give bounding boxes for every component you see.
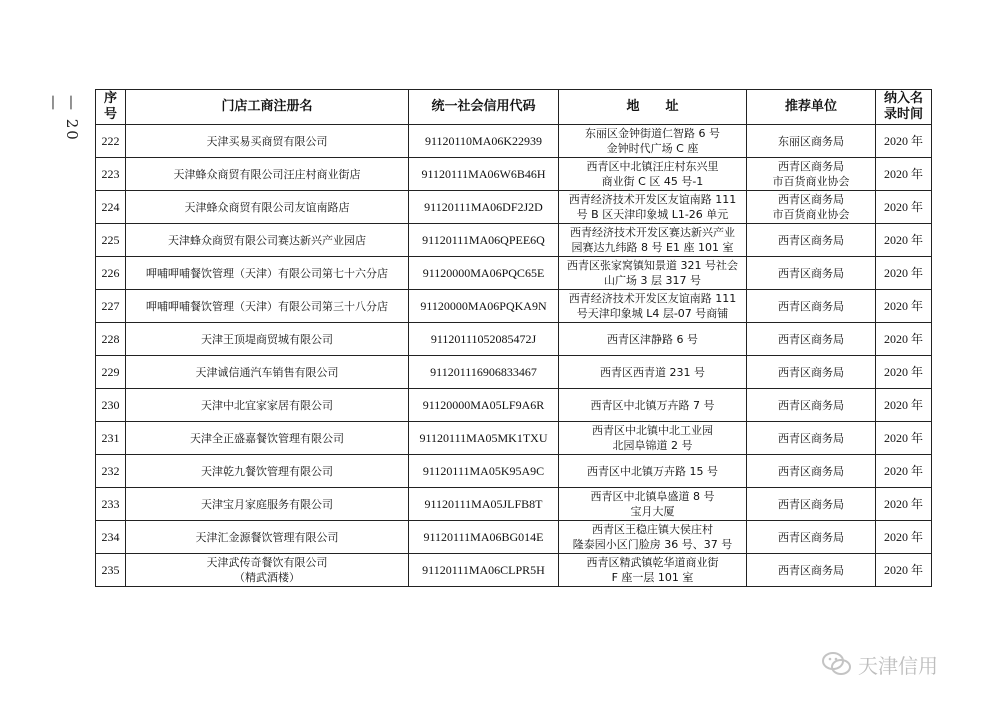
cell-code: 91120111MA06DF2J2D (409, 191, 559, 224)
cell-year: 2020 年 (876, 356, 932, 389)
cell-name: 天津蜂众商贸有限公司友谊南路店 (126, 191, 409, 224)
table-row (96, 323, 932, 356)
cell-unit: 西青区商务局 市百货商业协会 (747, 191, 876, 224)
cell-year: 2020 年 (876, 224, 932, 257)
cell-no: 226 (96, 257, 126, 290)
cell-code: 911201116906833467 (409, 356, 559, 389)
table-row (96, 191, 932, 224)
cell-year: 2020 年 (876, 125, 932, 158)
cell-code: 91120111052085472J (409, 323, 559, 356)
cell-no: 222 (96, 125, 126, 158)
cell-no: 223 (96, 158, 126, 191)
table-row (96, 422, 932, 455)
cell-name: 天津武传奇餐饮有限公司 （精武酒楼） (126, 554, 409, 587)
cell-code: 91120000MA05LF9A6R (409, 389, 559, 422)
cell-address: 西青区西青道 231 号 (559, 356, 747, 389)
table-row (96, 521, 932, 554)
cell-address: 西青区中北镇汪庄村东兴里 商业街 C 区 45 号-1 (559, 158, 747, 191)
cell-year: 2020 年 (876, 455, 932, 488)
cell-code: 91120111MA05K95A9C (409, 455, 559, 488)
table-row (96, 125, 932, 158)
table-row (96, 224, 932, 257)
table-row (96, 158, 932, 191)
cell-no: 229 (96, 356, 126, 389)
table-row (96, 455, 932, 488)
cell-unit: 西青区商务局 (747, 488, 876, 521)
cell-year: 2020 年 (876, 158, 932, 191)
cell-name: 呷哺呷哺餐饮管理（天津）有限公司第三十八分店 (126, 290, 409, 323)
cell-name: 天津乾九餐饮管理有限公司 (126, 455, 409, 488)
cell-code: 91120110MA06K22939 (409, 125, 559, 158)
table-row (96, 554, 932, 587)
cell-unit: 西青区商务局 (747, 521, 876, 554)
cell-name: 呷哺呷哺餐饮管理（天津）有限公司第七十六分店 (126, 257, 409, 290)
cell-name: 天津诚信通汽车销售有限公司 (126, 356, 409, 389)
cell-code: 91120111MA05MK1TXU (409, 422, 559, 455)
cell-no: 225 (96, 224, 126, 257)
cell-no: 228 (96, 323, 126, 356)
cell-unit: 西青区商务局 市百货商业协会 (747, 158, 876, 191)
cell-unit: 西青区商务局 (747, 290, 876, 323)
cell-name: 天津汇金源餐饮管理有限公司 (126, 521, 409, 554)
cell-year: 2020 年 (876, 389, 932, 422)
table-body (96, 125, 932, 587)
cell-no: 232 (96, 455, 126, 488)
header-address: 地 址 (559, 90, 747, 125)
cell-unit: 东丽区商务局 (747, 125, 876, 158)
cell-unit: 西青区商务局 (747, 455, 876, 488)
cell-year: 2020 年 (876, 290, 932, 323)
cell-address: 西青经济技术开发区友谊南路 111 号 B 区天津印象城 L1-26 单元 (559, 191, 747, 224)
watermark-text: 天津信用 (858, 653, 938, 678)
cell-code: 91120111MA06BG014E (409, 521, 559, 554)
cell-unit: 西青区商务局 (747, 356, 876, 389)
cell-address: 西青区精武镇乾华道商业街 F 座一层 101 室 (559, 554, 747, 587)
table-row (96, 257, 932, 290)
header-unit: 推荐单位 (747, 90, 876, 125)
cell-address: 西青区王稳庄镇大侯庄村 隆泰园小区门脸房 36 号、37 号 (559, 521, 747, 554)
cell-no: 231 (96, 422, 126, 455)
cell-code: 91120111MA05JLFB8T (409, 488, 559, 521)
cell-name: 天津蜂众商贸有限公司赛达新兴产业园店 (126, 224, 409, 257)
cell-no: 235 (96, 554, 126, 587)
cell-year: 2020 年 (876, 488, 932, 521)
cell-address: 西青区中北镇中北工业园 北园阜锦道 2 号 (559, 422, 747, 455)
cell-name: 天津中北宜家家居有限公司 (126, 389, 409, 422)
cell-name: 天津蜂众商贸有限公司汪庄村商业街店 (126, 158, 409, 191)
registry-table (95, 89, 932, 587)
cell-address: 西青区中北镇万卉路 15 号 (559, 455, 747, 488)
cell-address: 西青区津静路 6 号 (559, 323, 747, 356)
table-header-row (96, 90, 932, 125)
cell-year: 2020 年 (876, 323, 932, 356)
header-code: 统一社会信用代码 (409, 90, 559, 125)
cell-address: 西青区中北镇万卉路 7 号 (559, 389, 747, 422)
cell-unit: 西青区商务局 (747, 389, 876, 422)
wechat-logo-icon (822, 651, 852, 677)
header-year: 纳入名 录时间 (876, 90, 932, 125)
cell-year: 2020 年 (876, 191, 932, 224)
cell-year: 2020 年 (876, 257, 932, 290)
cell-unit: 西青区商务局 (747, 257, 876, 290)
cell-code: 91120000MA06PQKA9N (409, 290, 559, 323)
header-name: 门店工商注册名 (126, 90, 409, 125)
cell-code: 91120111MA06CLPR5H (409, 554, 559, 587)
cell-year: 2020 年 (876, 554, 932, 587)
page-number: — 20 — (45, 95, 81, 142)
cell-code: 91120111MA06W6B46H (409, 158, 559, 191)
cell-no: 227 (96, 290, 126, 323)
cell-unit: 西青区商务局 (747, 554, 876, 587)
table-row (96, 488, 932, 521)
cell-unit: 西青区商务局 (747, 224, 876, 257)
cell-no: 233 (96, 488, 126, 521)
table-row (96, 290, 932, 323)
cell-no: 230 (96, 389, 126, 422)
cell-no: 234 (96, 521, 126, 554)
cell-code: 91120111MA06QPEE6Q (409, 224, 559, 257)
cell-address: 西青区张家窝镇知景道 321 号社会 山广场 3 层 317 号 (559, 257, 747, 290)
cell-year: 2020 年 (876, 521, 932, 554)
cell-no: 224 (96, 191, 126, 224)
cell-address: 西青区中北镇阜盛道 8 号 宝月大厦 (559, 488, 747, 521)
table-row (96, 389, 932, 422)
cell-name: 天津王顶堤商贸城有限公司 (126, 323, 409, 356)
watermark (822, 648, 972, 680)
cell-unit: 西青区商务局 (747, 422, 876, 455)
cell-address: 东丽区金钟街道仁智路 6 号 金钟时代广场 C 座 (559, 125, 747, 158)
cell-address: 西青经济技术开发区赛达新兴产业 园赛达九纬路 8 号 E1 座 101 室 (559, 224, 747, 257)
cell-name: 天津宝月家庭服务有限公司 (126, 488, 409, 521)
cell-unit: 西青区商务局 (747, 323, 876, 356)
cell-year: 2020 年 (876, 422, 932, 455)
header-no: 序 号 (96, 90, 126, 125)
table-row (96, 356, 932, 389)
cell-code: 91120000MA06PQC65E (409, 257, 559, 290)
cell-name: 天津全正盛嘉餐饮管理有限公司 (126, 422, 409, 455)
cell-address: 西青经济技术开发区友谊南路 111 号天津印象城 L4 层-07 号商铺 (559, 290, 747, 323)
cell-name: 天津买易买商贸有限公司 (126, 125, 409, 158)
